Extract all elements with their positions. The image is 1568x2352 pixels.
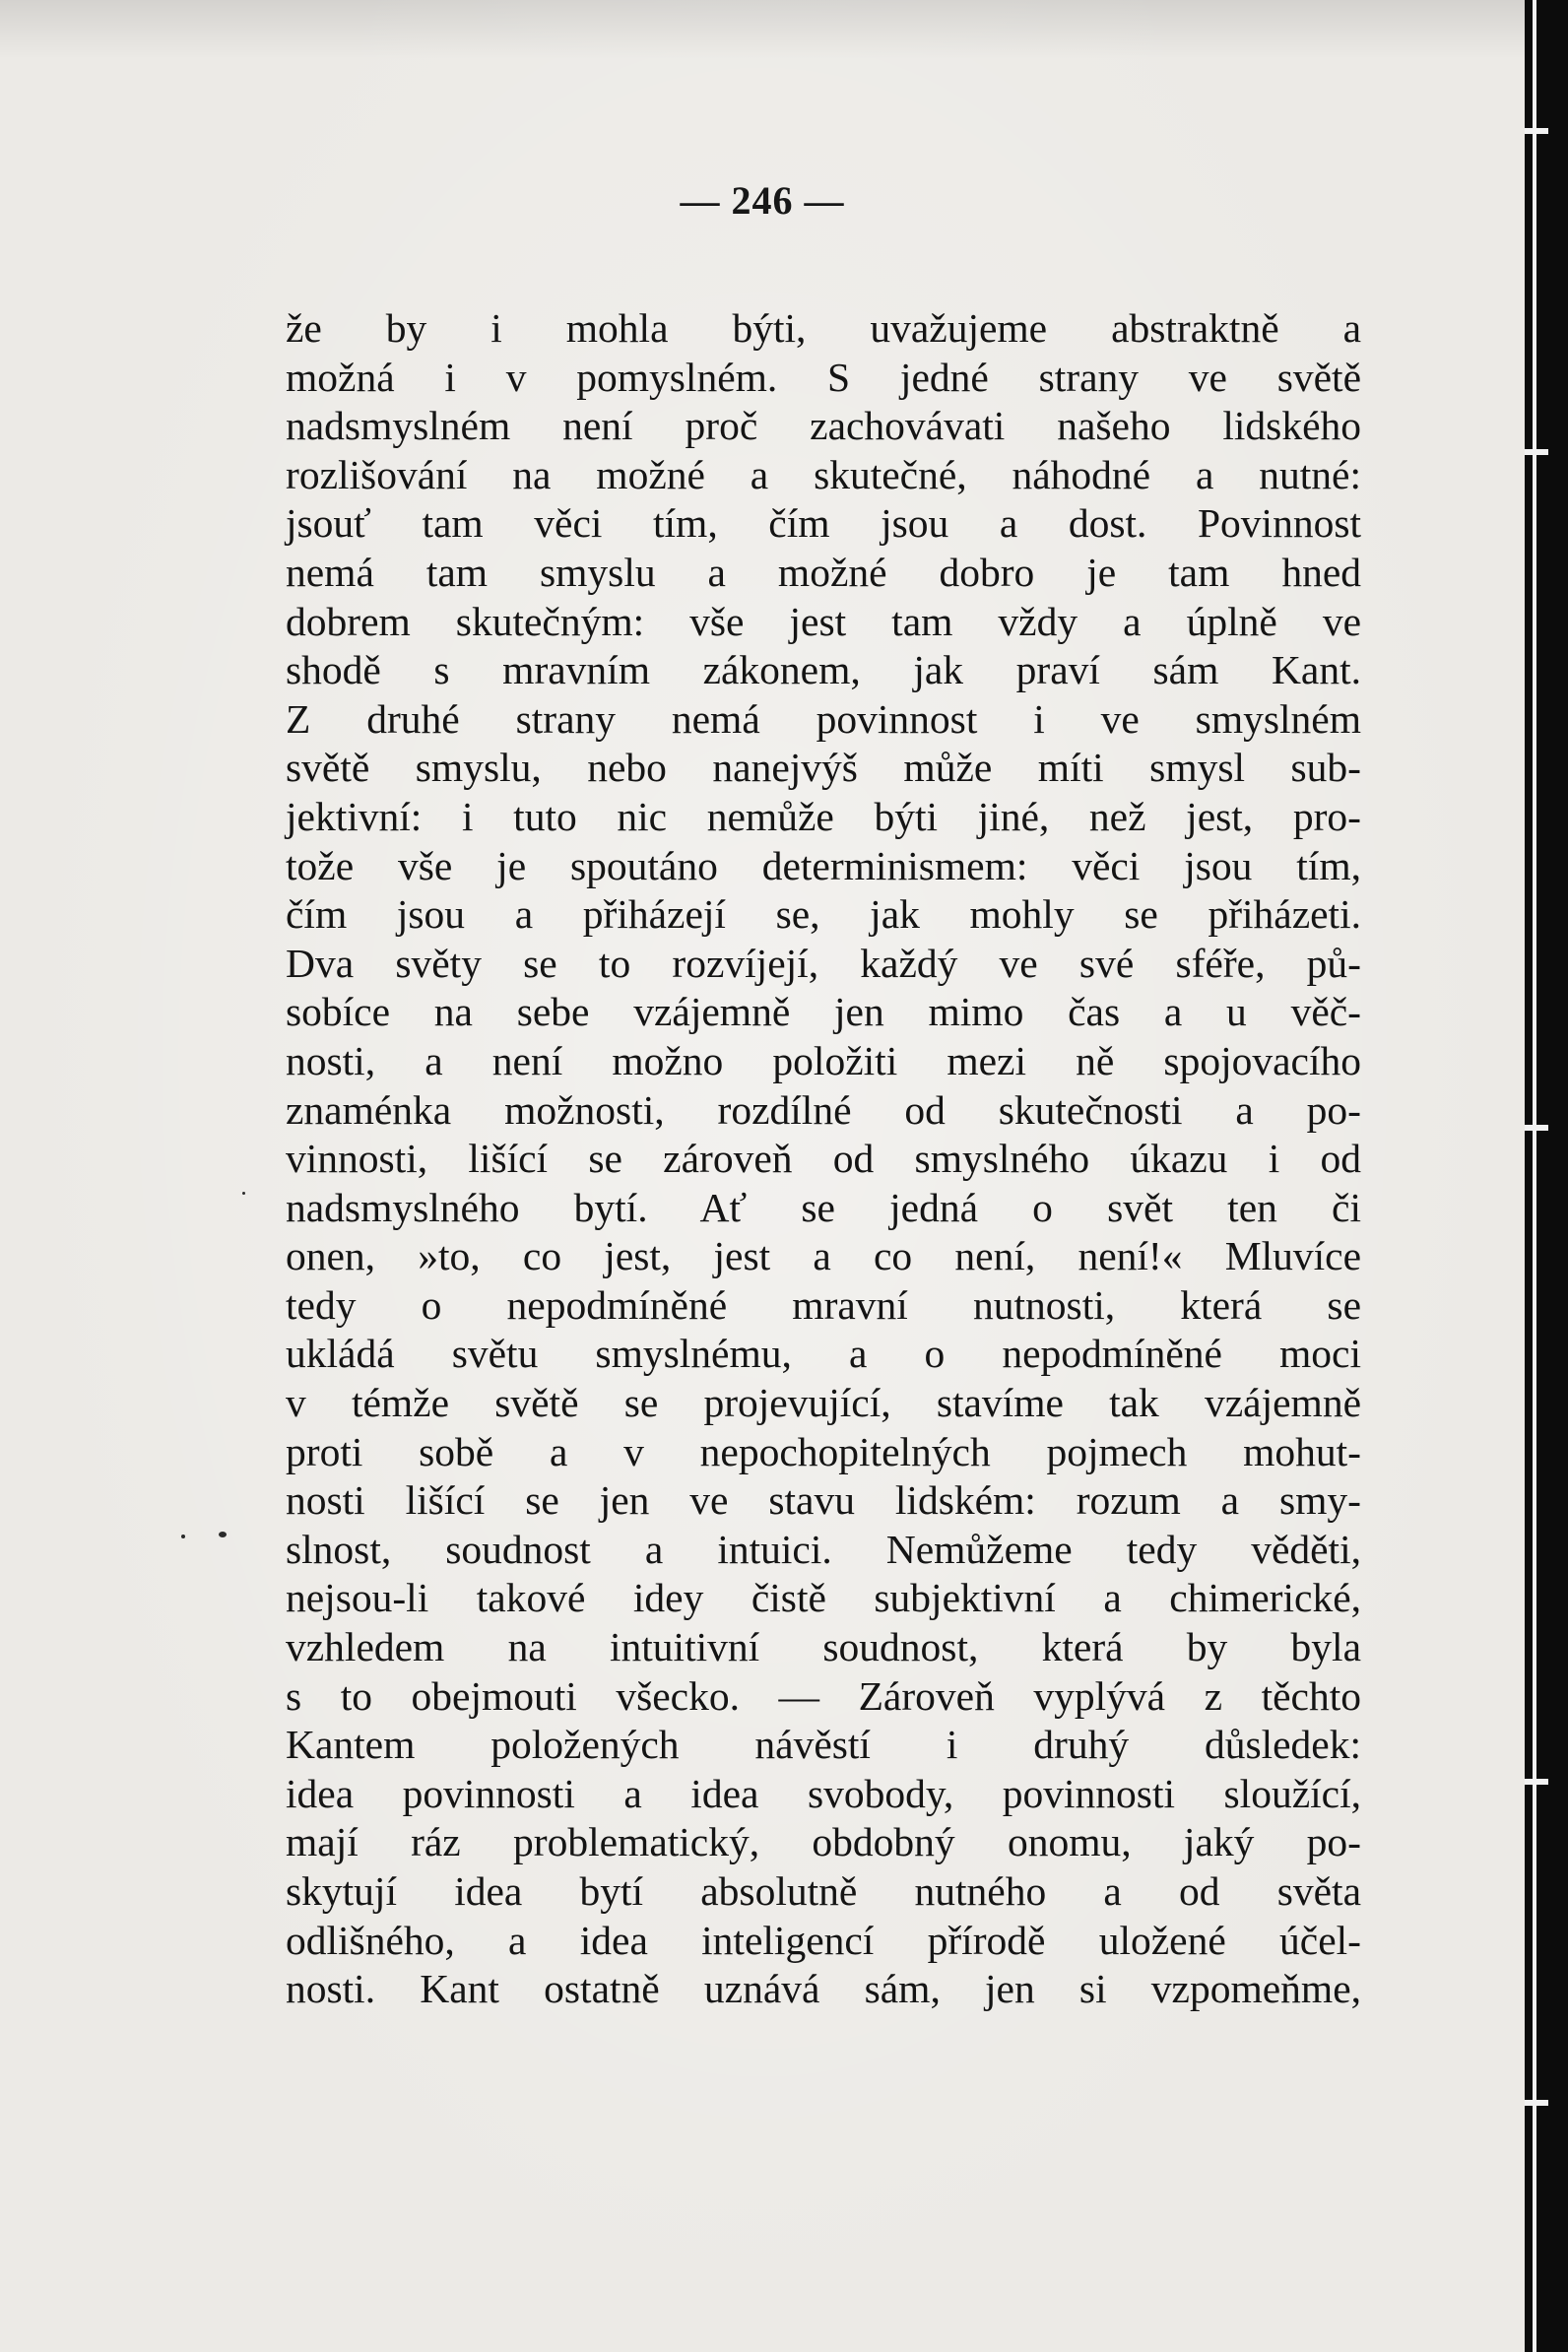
text-line: že by i mohla býti, uvažujeme abstraktně a <box>286 305 1361 351</box>
text-line: idea povinnosti a idea svobody, povinnosti sloužící, <box>286 1770 1361 1816</box>
text-line: jektivní: i tuto nic nemůže býti jiné, než jest, pro- <box>286 793 1361 839</box>
text-line: nemá tam smyslu a možné dobro je tam hned <box>286 549 1361 595</box>
text-line: proti sobě a v nepochopitelných pojmech mohut- <box>286 1428 1361 1474</box>
scan-edge-mark <box>1525 2100 1548 2106</box>
text-line: slnost, soudnost a intuici. Nemůžeme tedy věděti, <box>286 1526 1361 1572</box>
text-line: nosti lišící se jen ve stavu lidském: rozum a smy- <box>286 1477 1361 1524</box>
text-line: možná i v pomyslném. S jedné strany ve světě <box>286 354 1361 400</box>
text-line: v témže světě se projevující, stavíme tak vzájemně <box>286 1380 1361 1426</box>
text-line: tedy o nepodmíněné mravní nutnosti, která se <box>286 1281 1361 1328</box>
text-line: čím jsou a přiházejí se, jak mohly se přiházeti. <box>286 891 1361 938</box>
text-line: nosti, a není možno položiti mezi ně spojovacího <box>286 1037 1361 1083</box>
scan-edge-rule <box>1533 0 1536 2352</box>
scan-speck <box>242 1192 245 1195</box>
text-line: nosti. Kant ostatně uznává sám, jen si vzpomeňme, <box>286 1966 1361 2012</box>
scan-edge-mark <box>1525 1779 1548 1785</box>
text-line: tože vše je spoutáno determinismem: věci jsou tím, <box>286 842 1361 888</box>
text-line: jsouť tam věci tím, čím jsou a dost. Povinnost <box>286 500 1361 547</box>
body-text <box>286 304 1361 2014</box>
text-line: Z druhé strany nemá povinnost i ve smyslném <box>286 695 1361 742</box>
text-line: dobrem skutečným: vše jest tam vždy a úplně ve <box>286 598 1361 644</box>
text-line: sobíce na sebe vzájemně jen mimo čas a u věč- <box>286 989 1361 1035</box>
text-line: Kantem položených návěstí i druhý důsledek: <box>286 1722 1361 1768</box>
scan-speck <box>181 1535 185 1538</box>
text-line: mají ráz problematický, obdobný onomu, jaký po- <box>286 1819 1361 1865</box>
text-line: nejsou-li takové idey čistě subjektivní a chimerické, <box>286 1575 1361 1621</box>
text-line: nadsmyslného bytí. Ať se jedná o svět ten či <box>286 1184 1361 1230</box>
page-number: — 246 — <box>680 178 845 223</box>
text-line: rozlišování na možné a skutečné, náhodné a nutné: <box>286 451 1361 497</box>
text-line: onen, »to, co jest, jest a co není, není!« Mluvíce <box>286 1233 1361 1279</box>
text-line: ukládá světu smyslnému, a o nepodmíněné moci <box>286 1331 1361 1377</box>
text-line: světě smyslu, nebo nanejvýš může míti smysl sub- <box>286 745 1361 791</box>
text-line: Dva světy se to rozvíjejí, každý ve své sféře, pů- <box>286 940 1361 986</box>
text-line: vinnosti, lišící se zároveň od smyslného úkazu i od <box>286 1136 1361 1182</box>
text-line: shodě s mravním zákonem, jak praví sám Kant. <box>286 647 1361 693</box>
scan-edge-mark <box>1525 1125 1548 1131</box>
text-line: nadsmyslném není proč zachovávati našeho lidského <box>286 403 1361 449</box>
text-line: odlišného, a idea inteligencí přírodě uložené účel- <box>286 1917 1361 1963</box>
scan-edge-mark <box>1525 128 1548 134</box>
text-line: znaménka možnosti, rozdílné od skutečnosti a po- <box>286 1086 1361 1133</box>
text-line: s to obejmouti všecko. — Zároveň vyplývá z těchto <box>286 1672 1361 1719</box>
scan-edge-mark <box>1525 449 1548 455</box>
scan-speck <box>219 1532 227 1537</box>
text-line: skytují idea bytí absolutně nutného a od světa <box>286 1868 1361 1914</box>
text-line: vzhledem na intuitivní soudnost, která by byla <box>286 1624 1361 1670</box>
